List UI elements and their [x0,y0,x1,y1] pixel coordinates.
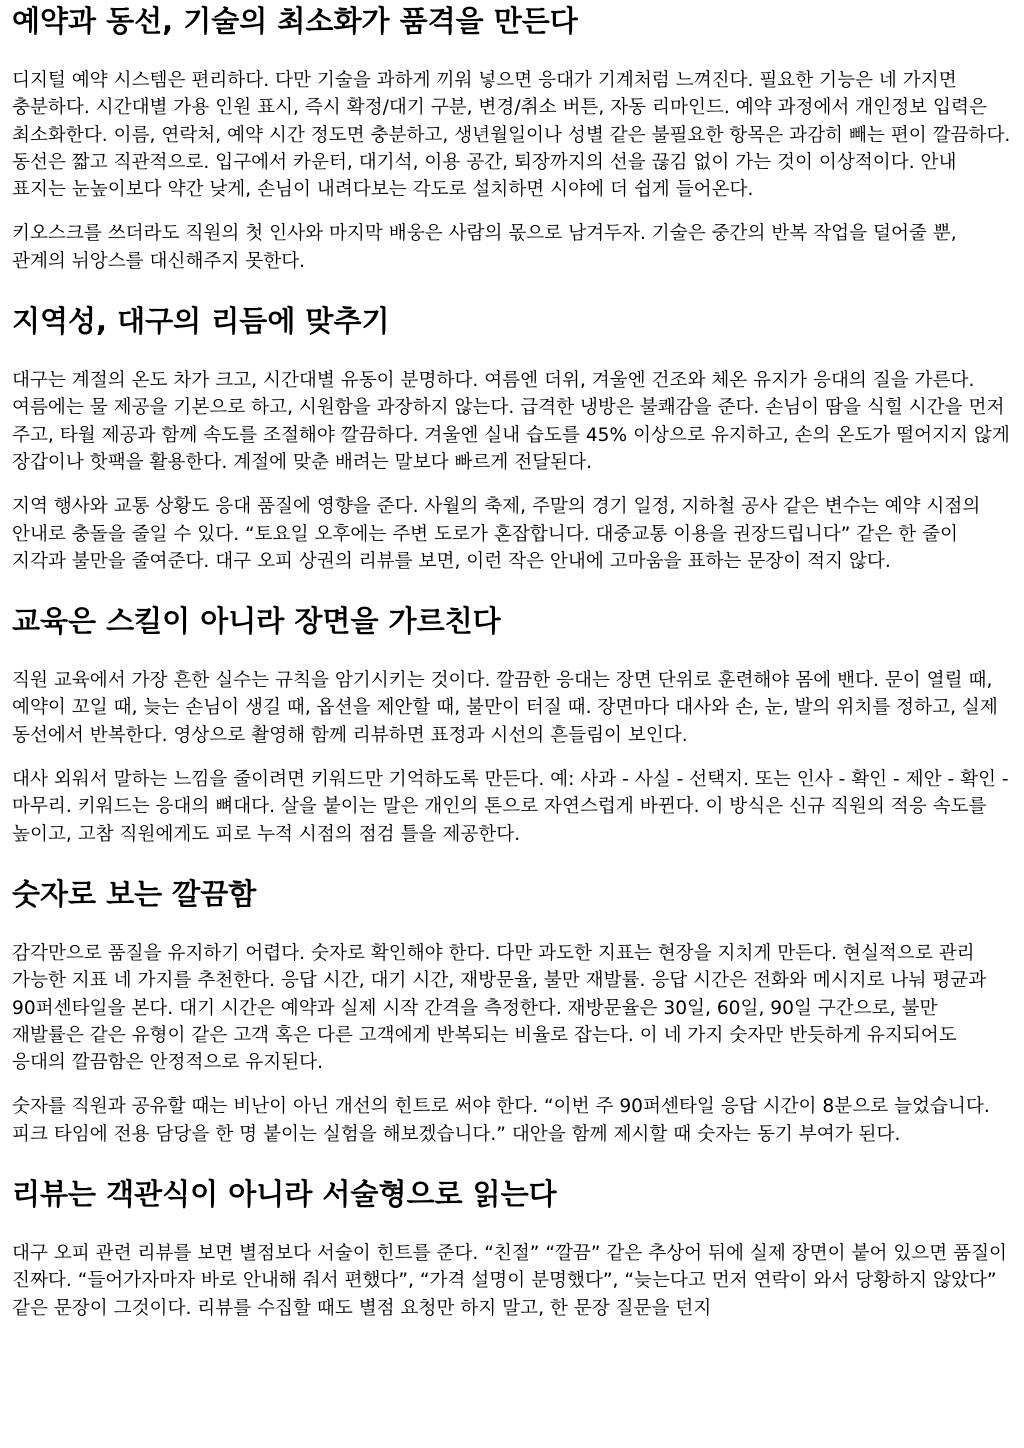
section-heading: 교육은 스킬이 아니라 장면을 가르친다 [12,604,501,639]
paragraph: 대구 오피 관련 리뷰를 보면 별점보다 서술이 힌트를 준다. “친절” “깔끔” 같은 추상어 뒤에 실제 장면이 붙어 있으면 품질이 진짜다. “들어가자마자 바로 안내해 줘서 편했다”, “가격 설명이 분명했다”, “늦는다고 먼저 연락이 와서 당황하지 않았다” 같은 문장이 그것이다. 리뷰를 수집할 때도 별점 요청만 하지 말고, 한 문장 질문을 던지 [12,1243,1008,1319]
section-heading: 예약과 동선, 기술의 최소화가 품격을 만든다 [12,4,578,38]
paragraph: 감각만으로 품질을 유지하기 어렵다. 숫자로 확인해야 한다. 다만 과도한 지표는 현장을 지치게 만든다. 현실적으로 관리 가능한 지표 네 가지를 추천한다. 응답 시간, 대기 시간, 재방문율, 불만 재발률. 응답 시간은 전화와 메시지로 나눠 평균과 90퍼센타일을 본다. 대기 시간은 예약과 실제 시작 간격을 측정한다. 재방문율은 30일, 60일, 90일 구간으로, 불만 재발률은 같은 유형이 같은 고객 혹은 다른 고객에게 반복되는 비율로 잡는다. 이 네 가지 숫자만 반듯하게 유지되어도 응대의 깔끔함은 안정적으로 유지된다. [12,942,987,1074]
section-training [12,602,1012,848]
paragraph: 대사 외워서 말하는 느낌을 줄이려면 키워드만 기억하도록 만든다. 예: 사과 - 사실 - 선택지. 또는 인사 - 확인 - 제안 - 확인 - 마무리. 키워드는 응대의 뼈대다. 살을 붙이는 말은 개인의 톤으로 자연스럽게 바뀐다. 이 방식은 신규 직원의 적응 속도를 높이고, 고참 직원에게도 피로 누적 시점의 점검 틀을 제공한다. [12,769,1009,845]
paragraph: 숫자를 직원과 공유할 때는 비난이 아닌 개선의 힌트로 써야 한다. “이번 주 90퍼센타일 응답 시간이 8분으로 늘었습니다. 피크 타임에 전용 담당을 한 명 붙이는 실험을 해보겠습니다.” 대안을 함께 제시할 때 숫자는 동기 부여가 된다. [12,1096,990,1145]
paragraph: 대구는 계절의 온도 차가 크고, 시간대별 유동이 분명하다. 여름엔 더위, 겨울엔 건조와 체온 유지가 응대의 질을 가른다. 여름에는 물 제공을 기본으로 하고, 시원함을 과장하지 않는다. 급격한 냉방은 불쾌감을 준다. 손님이 땀을 식힐 시간을 먼저 주고, 타월 제공과 함께 속도를 조절해야 깔끔하다. 겨울엔 실내 습도를 45% 이상으로 유지하고, 손의 온도가 떨어지지 않게 장갑이나 핫팩을 활용한다. 계절에 맞춘 배려는 말보다 빠르게 전달된다. [12,370,1010,473]
paragraph: 디지털 예약 시스템은 편리하다. 다만 기술을 과하게 끼워 넣으면 응대가 기계처럼 느껴진다. 필요한 기능은 네 가지면 충분하다. 시간대별 가용 인원 표시, 즉시 확정/대기 구분, 변경/취소 버튼, 자동 리마인드. 예약 과정에서 개인정보 입력은 최소화한다. 이름, 연락처, 예약 시간 정도면 충분하고, 생년월일이나 성별 같은 불필요한 항목은 과감히 빼는 편이 깔끔하다. 동선은 짧고 직관적으로. 입구에서 카운터, 대기석, 이용 공간, 퇴장까지의 선을 끊김 없이 가는 것이 이상적이다. 안내 표지는 눈높이보다 약간 낮게, 손님이 내려다보는 각도로 설치하면 시야에 더 쉽게 들어온다. [12,70,1011,201]
section-reviews [12,1175,1012,1322]
section-metrics [12,875,1012,1148]
section-heading: 숫자로 보는 깔끔함 [12,876,257,911]
paragraph: 지역 행사와 교통 상황도 응대 품질에 영향을 준다. 사월의 축제, 주말의 경기 일정, 지하철 공사 같은 변수는 예약 시점의 안내로 충돌을 줄일 수 있다. “토요일 오후에는 주변 도로가 혼잡합니다. 대중교통 이용을 권장드립니다” 같은 한 줄이 지각과 불만을 줄여준다. 대구 오피 상권의 리뷰를 보면, 이런 작은 안내에 고마움을 표하는 문장이 적지 않다. [12,496,981,572]
section-locality [12,302,1012,575]
paragraph: 직원 교육에서 가장 흔한 실수는 규칙을 암기시키는 것이다. 깔끔한 응대는 장면 단위로 훈련해야 몸에 밴다. 문이 열릴 때, 예약이 꼬일 때, 늦는 손님이 생길 때, 옵션을 제안할 때, 불만이 터질 때. 장면마다 대사와 손, 눈, 발의 위치를 정하고, 실제 동선에서 반복한다. 영상으로 촬영해 함께 리뷰하면 표정과 시선의 흔들림이 보인다. [12,670,998,746]
article [12,0,1012,1322]
section-reservation-flow [12,2,1012,275]
section-heading: 리뷰는 객관식이 아니라 서술형으로 읽는다 [12,1177,557,1212]
paragraph: 키오스크를 쓰더라도 직원의 첫 인사와 마지막 배웅은 사람의 몫으로 남겨두자. 기술은 중간의 반복 작업을 덜어줄 뿐, 관계의 뉘앙스를 대신해주지 못한다. [12,223,957,272]
section-heading: 지역성, 대구의 리듬에 맞추기 [12,304,390,339]
